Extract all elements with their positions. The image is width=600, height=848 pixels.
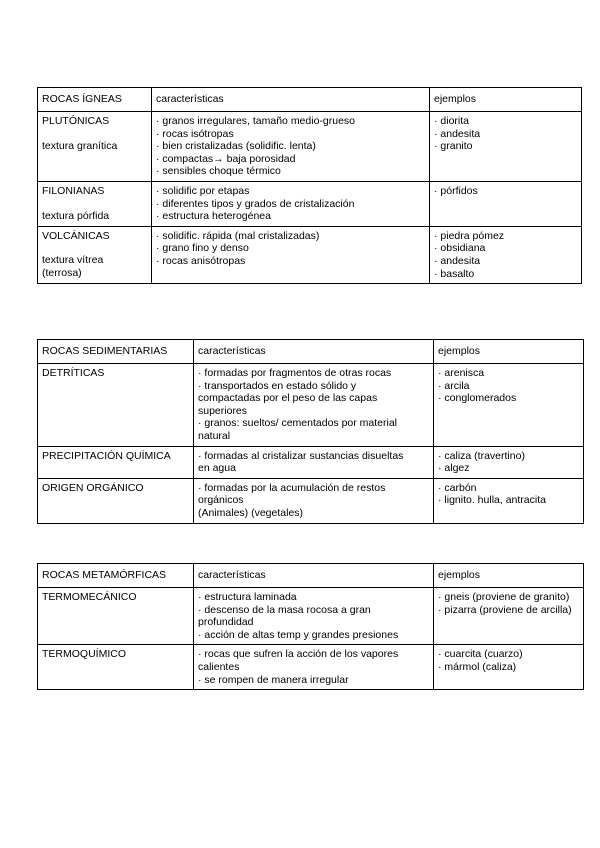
rock-type-name: DETRÍTICAS bbox=[42, 367, 105, 379]
texture-label: textura vítrea bbox=[42, 254, 104, 267]
header-examples: ejemplos bbox=[434, 340, 584, 364]
feature-line: · solidific por etapas bbox=[156, 184, 250, 197]
examples-cell bbox=[434, 364, 584, 447]
feature-line: · solidific. rápida (mal cristalizadas) bbox=[156, 229, 320, 242]
examples-cell bbox=[430, 226, 582, 283]
rock-type-name: TERMOMECÁNICO bbox=[42, 591, 137, 603]
examples-cell bbox=[430, 181, 582, 226]
metamorphic-rocks-table bbox=[37, 563, 584, 690]
header-characteristics: características bbox=[152, 88, 430, 112]
examples-cell bbox=[430, 112, 582, 182]
feature-line: · grano fino y denso bbox=[156, 242, 249, 255]
rock-type-name: VOLCÁNICAS bbox=[42, 229, 110, 242]
feature-line: en agua bbox=[198, 462, 236, 475]
feature-line: · granos: sueltos/ cementados por material bbox=[198, 417, 398, 430]
rock-type-cell bbox=[38, 112, 152, 182]
header-examples: ejemplos bbox=[430, 88, 582, 112]
example-item: · piedra pómez bbox=[434, 229, 505, 242]
table-row bbox=[38, 446, 584, 478]
table-row bbox=[38, 226, 582, 283]
feature-line: · sensibles choque térmico bbox=[156, 165, 281, 178]
example-item: · cuarcita (cuarzo) bbox=[438, 648, 523, 661]
texture-label: textura granítica bbox=[42, 139, 118, 152]
example-item: · andesita bbox=[434, 254, 481, 267]
feature-line: · estructura heterogénea bbox=[156, 210, 271, 223]
rock-type-name: ORIGEN ORGÁNICO bbox=[42, 481, 144, 494]
example-item: · lignito. hulla, antracita bbox=[438, 494, 546, 507]
examples-cell bbox=[434, 478, 584, 523]
table-row bbox=[38, 588, 584, 645]
table-row bbox=[38, 645, 584, 690]
feature-line: compactadas por el peso de las capas bbox=[198, 392, 378, 405]
examples-cell bbox=[434, 645, 584, 690]
example-item: · pórfidos bbox=[434, 184, 478, 197]
example-item: · carbón bbox=[438, 481, 477, 494]
feature-line: · se rompen de manera irregular bbox=[198, 673, 349, 686]
characteristics-cell bbox=[152, 112, 430, 182]
characteristics-cell bbox=[194, 478, 434, 523]
feature-line: orgánicos bbox=[198, 494, 244, 507]
table-row bbox=[38, 364, 584, 447]
header-rock-type: ROCAS METAMÓRFICAS bbox=[38, 564, 194, 588]
characteristics-cell bbox=[194, 446, 434, 478]
feature-line: · rocas isótropas bbox=[156, 127, 234, 140]
example-item: · arenisca bbox=[438, 367, 485, 379]
characteristics-cell bbox=[194, 364, 434, 447]
feature-line: calientes bbox=[198, 660, 240, 673]
feature-line: · rocas anisótropas bbox=[156, 254, 246, 267]
feature-line: natural bbox=[198, 429, 231, 442]
table-header-row bbox=[38, 340, 584, 364]
feature-line: · rocas que sufren la acción de los vapores bbox=[198, 648, 399, 661]
sedimentary-rocks-table bbox=[37, 339, 584, 524]
rock-type-cell bbox=[38, 588, 194, 645]
characteristics-cell bbox=[152, 181, 430, 226]
feature-line: · transportados en estado sólido y bbox=[198, 379, 357, 392]
feature-line: superiores bbox=[198, 404, 248, 417]
example-item: · algez bbox=[438, 462, 470, 475]
feature-line: · bien cristalizadas (solidific. lenta) bbox=[156, 140, 316, 153]
igneous-rocks-table bbox=[37, 87, 582, 284]
rock-type-name: FILONIANAS bbox=[42, 184, 105, 197]
rock-type-cell bbox=[38, 446, 194, 478]
characteristics-cell bbox=[194, 588, 434, 645]
feature-line: (Animales) (vegetales) bbox=[198, 506, 304, 519]
feature-line: · compactas→ baja porosidad bbox=[156, 152, 296, 165]
feature-line: · descenso de la masa rocosa a gran bbox=[198, 603, 371, 616]
characteristics-cell bbox=[152, 226, 430, 283]
rock-type-cell bbox=[38, 364, 194, 447]
rock-type-cell bbox=[38, 181, 152, 226]
header-rock-type: ROCAS ÍGNEAS bbox=[38, 88, 152, 112]
table-header-row bbox=[38, 564, 584, 588]
texture-label: textura pórfida bbox=[42, 209, 110, 222]
rock-type-name: TERMOQUÍMICO bbox=[42, 648, 126, 661]
example-item: · gneis (proviene de granito) bbox=[438, 591, 570, 603]
example-item: · andesita bbox=[434, 127, 481, 140]
examples-cell bbox=[434, 446, 584, 478]
feature-line: · formadas por fragmentos de otras rocas bbox=[198, 367, 392, 379]
feature-line: · estructura laminada bbox=[198, 591, 297, 603]
example-item: · conglomerados bbox=[438, 392, 517, 405]
example-item: · diorita bbox=[434, 115, 470, 127]
feature-line: profundidad bbox=[198, 616, 254, 629]
characteristics-cell bbox=[194, 645, 434, 690]
header-examples: ejemplos bbox=[434, 564, 584, 588]
rock-type-cell bbox=[38, 226, 152, 283]
table-row bbox=[38, 181, 582, 226]
examples-cell bbox=[434, 588, 584, 645]
example-item: · basalto bbox=[434, 267, 475, 280]
rock-type-name: PLUTÓNICAS bbox=[42, 115, 110, 127]
feature-line: · diferentes tipos y grados de cristalización bbox=[156, 197, 355, 210]
example-item: · caliza (travertino) bbox=[438, 449, 525, 462]
table-row bbox=[38, 112, 582, 182]
feature-line: · formadas por la acumulación de restos bbox=[198, 481, 386, 494]
rock-type-cell bbox=[38, 645, 194, 690]
rock-type-cell bbox=[38, 478, 194, 523]
rock-type-name: PRECIPITACIÓN QUÍMICA bbox=[42, 449, 171, 462]
example-item: · arcila bbox=[438, 379, 470, 392]
example-item: · mármol (caliza) bbox=[438, 660, 517, 673]
table-header-row bbox=[38, 88, 582, 112]
feature-line: · formadas al cristalizar sustancias disueltas bbox=[198, 449, 404, 462]
texture-label: (terrosa) bbox=[42, 266, 82, 279]
header-characteristics: características bbox=[194, 564, 434, 588]
table-row bbox=[38, 478, 584, 523]
header-characteristics: características bbox=[194, 340, 434, 364]
feature-line: · granos irregulares, tamaño medio-grueso bbox=[156, 115, 356, 127]
feature-line: · acción de altas temp y grandes presiones bbox=[198, 628, 399, 641]
example-item: · obsidiana bbox=[434, 242, 486, 255]
header-rock-type: ROCAS SEDIMENTARIAS bbox=[38, 340, 194, 364]
example-item: · granito bbox=[434, 140, 473, 153]
example-item: · pizarra (proviene de arcilla) bbox=[438, 603, 572, 616]
